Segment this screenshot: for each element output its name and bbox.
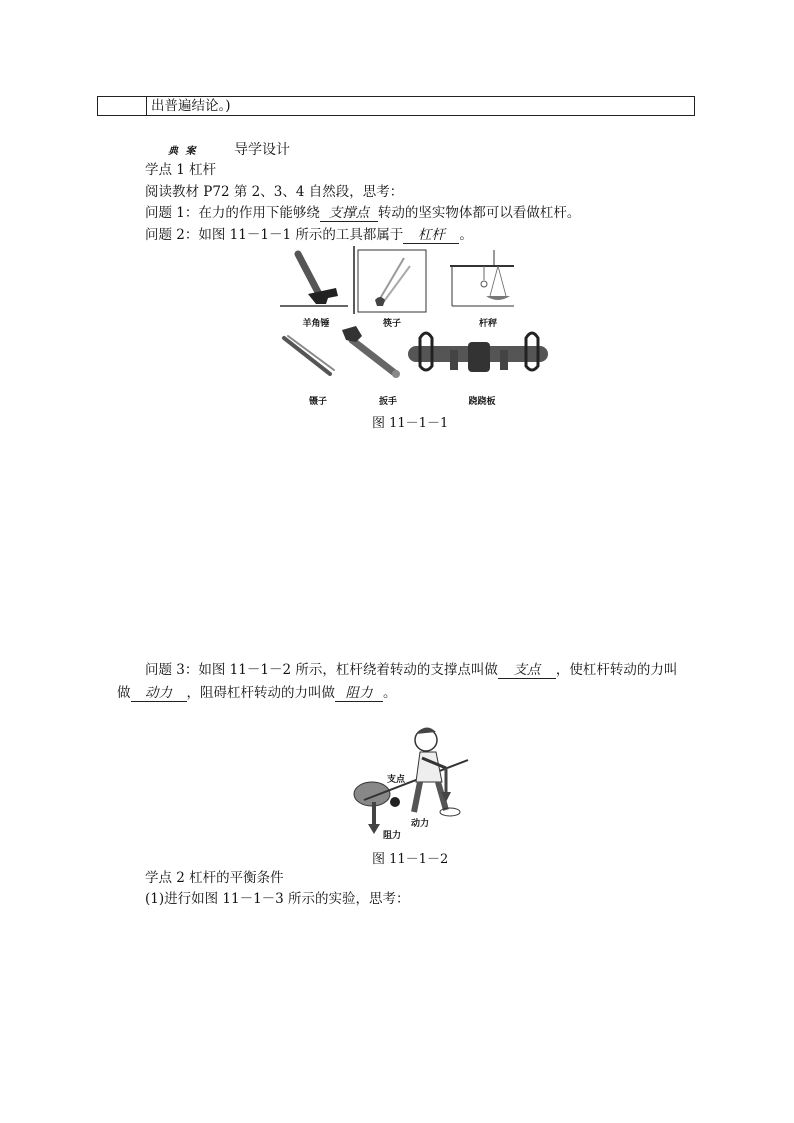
label-resistance: 阻力 xyxy=(382,831,401,841)
q2-before: 问题 2：如图 11－1－1 所示的工具都属于 xyxy=(145,227,404,243)
seesaw-image xyxy=(408,333,548,372)
q3-line2-before: 做 xyxy=(117,685,131,701)
q1-before: 问题 1：在力的作用下能够绕 xyxy=(145,205,320,221)
q3-answer1-blank: 支点 xyxy=(498,662,556,679)
q1-answer-blank: 支撑点 xyxy=(320,205,378,222)
q2-after: 。 xyxy=(459,227,473,243)
fulcrum-stone xyxy=(390,797,400,807)
figure-11-1-2 xyxy=(350,722,480,844)
q3-line2-after: 。 xyxy=(383,685,397,701)
q3-line2-mid: ，阻碍杠杆转动的力叫做 xyxy=(186,685,335,701)
question-3-line2 xyxy=(117,684,397,702)
chopsticks-image xyxy=(358,250,426,312)
point1-title: 学点 1 杠杆 xyxy=(145,162,217,178)
question-1 xyxy=(145,204,580,222)
read-line: 阅读教材 P72 第 2、3、4 自然段，思考： xyxy=(145,184,404,200)
point2-title: 学点 2 杠杆的平衡条件 xyxy=(145,870,284,886)
label-chopsticks: 筷子 xyxy=(382,319,401,329)
label-seesaw: 跷跷板 xyxy=(468,397,496,407)
experiment-line: (1)进行如图 11－1－3 所示的实验，思考： xyxy=(145,891,410,907)
table-fragment xyxy=(97,96,695,116)
q2-answer-blank: 杠杆 xyxy=(403,227,459,244)
claw-hammer-image xyxy=(280,254,348,306)
q3-answer2-blank: 动力 xyxy=(131,685,187,702)
section-header-decor: 典 案 xyxy=(168,146,198,157)
label-wrench: 扳手 xyxy=(378,397,397,407)
tweezers-image xyxy=(284,336,334,374)
figure-11-1-1 xyxy=(278,246,558,411)
q3-answer3-blank: 阻力 xyxy=(335,685,383,702)
steelyard-image xyxy=(450,250,514,306)
figure-2-caption: 图 11－1－2 xyxy=(372,852,449,867)
label-steelyard: 杆秤 xyxy=(478,319,497,329)
q3-line1-before: 问题 3：如图 11－1－2 所示，杠杆绕着转动的支撑点叫做 xyxy=(145,662,498,678)
wrench-image xyxy=(342,326,400,378)
boy-figure xyxy=(414,727,460,816)
table-cell-empty xyxy=(98,97,147,115)
label-claw-hammer: 羊角锤 xyxy=(302,319,330,329)
question-3-line1 xyxy=(145,661,677,679)
section-header-title: 导学设计 xyxy=(234,142,290,158)
q3-line1-after: ，使杠杆转动的力叫 xyxy=(555,662,678,678)
label-fulcrum: 支点 xyxy=(386,775,405,785)
q1-after: 转动的坚实物体都可以看做杠杆。 xyxy=(377,205,581,221)
table-cell-text: 出普遍结论。) xyxy=(151,98,231,114)
label-tweezers: 镊子 xyxy=(308,397,327,407)
label-effort: 动力 xyxy=(410,819,429,829)
figure-1-caption: 图 11－1－1 xyxy=(372,416,449,431)
question-2 xyxy=(145,226,473,244)
